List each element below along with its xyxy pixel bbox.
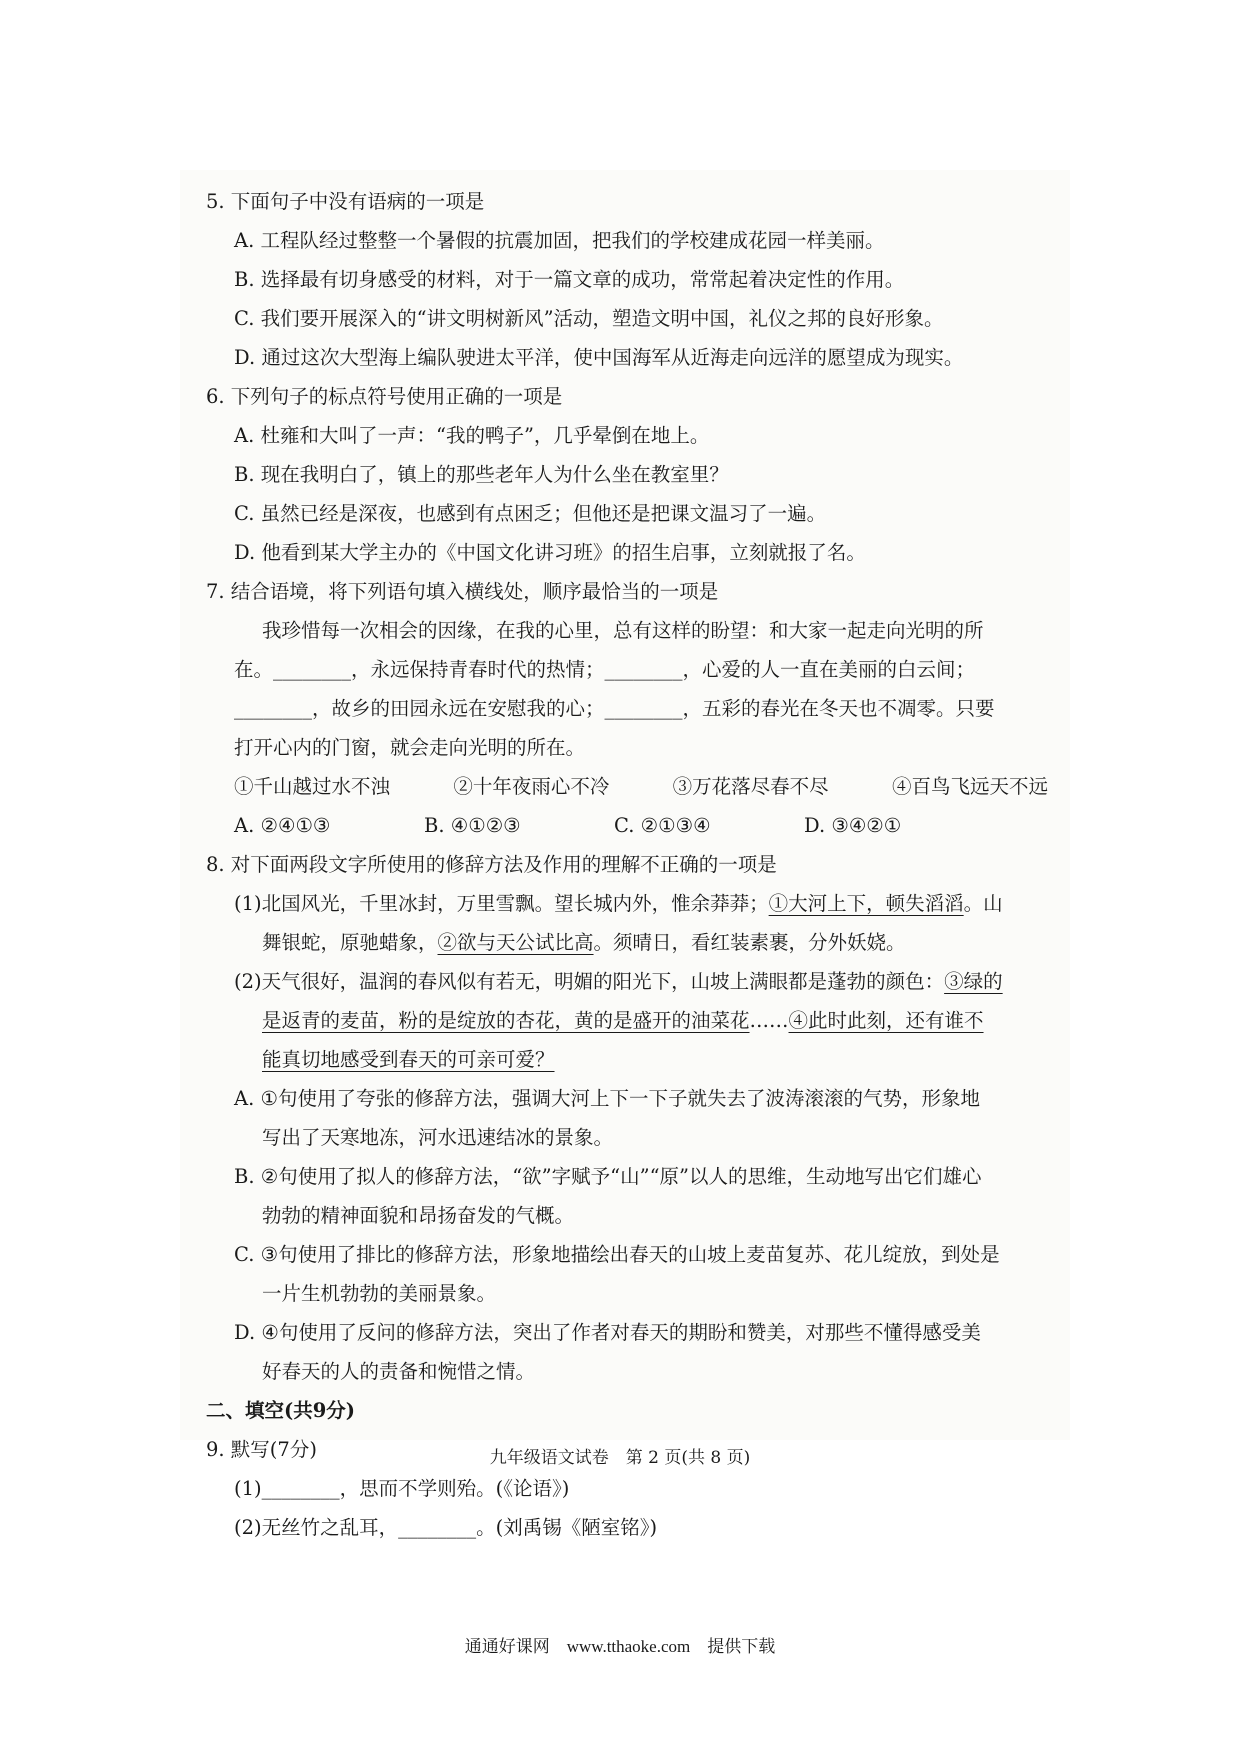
q5-option-d: D. 通过这次大型海上编队驶进太平洋，使中国海军从近海走向远洋的愿望成为现实。 [234,346,964,369]
q9-blank-2: (2)无丝竹之乱耳，________。(刘禹锡《陋室铭》) [234,1516,658,1539]
q8-text2-line [206,1001,1048,1040]
q6-option-a: A. 杜雍和大叫了一声：“我的鸭子”，几乎晕倒在地上。 [234,424,710,447]
q7-item: ①千山越过水不浊 [234,775,391,798]
underlined-sentence-3: 是返青的麦苗，粉的是绽放的杏花，黄的是盛开的油菜花 [262,1009,750,1032]
text-segment: 舞银蛇，原驰蜡象， [262,931,438,954]
q9-blank-1: (1)________，思而不学则殆。(《论语》) [234,1477,570,1500]
section-title: 二、填空(共9分) [206,1399,356,1422]
underlined-sentence-4: ④此时此刻，还有谁不 [788,1009,984,1032]
q7-item: ②十年夜雨心不冷 [453,775,610,798]
q7-passage-line: ________，故乡的田园永远在安慰我的心；________，五彩的春光在冬天也不凋零。只要 [234,697,995,720]
text-segment: (2)天气很好，温润的春风似有若无，明媚的阳光下，山坡上满眼都是蓬勃的颜色： [234,970,945,993]
underlined-sentence-4: 能真切地感受到春天的可亲可爱？ [262,1048,555,1071]
q8-option-b-cont: 勃勃的精神面貌和昂扬奋发的气概。 [262,1204,575,1227]
q5-option-b: B. 选择最有切身感受的材料，对于一篇文章的成功，常常起着决定性的作用。 [234,268,905,291]
q8-option-c-cont: 一片生机勃勃的美丽景象。 [262,1282,497,1305]
q6-option-d: D. 他看到某大学主办的《中国文化讲习班》的招生启事，立刻就报了名。 [234,541,866,564]
q5-option-a: A. 工程队经过整整一个暑假的抗震加固，把我们的学校建成花园一样美丽。 [234,229,885,252]
q7-option: D. ③④②① [804,814,902,837]
q8-option-d-cont: 好春天的人的责备和惋惜之情。 [262,1360,536,1383]
q6-option-c: C. 虽然已经是深夜，也感到有点困乏；但他还是把课文温习了一遍。 [234,502,827,525]
q8-option-d: D. ④句使用了反问的修辞方法，突出了作者对春天的期盼和赞美，对那些不懂得感受美 [234,1321,981,1344]
q8-option-a-cont: 写出了天寒地冻，河水迅速结冰的景象。 [262,1126,614,1149]
download-note: 通通好课网 www.tthaoke.com 提供下载 [464,1637,776,1656]
q7-item: ④百鸟飞远天不远 [891,775,1048,798]
q8-stem: 8. 对下面两段文字所使用的修辞方法及作用的理解不正确的一项是 [206,853,777,876]
underlined-sentence-1: ①大河上下，顿失滔滔 [768,892,964,915]
q7-options [206,806,1048,845]
q8-text2-line [206,962,1048,1001]
q7-passage-line: 打开心内的门窗，就会走向光明的所在。 [234,736,586,759]
underlined-sentence-2: ②欲与天公试比高 [437,931,594,954]
text-segment: …… [749,1009,789,1032]
q6-stem: 6. 下列句子的标点符号使用正确的一项是 [206,385,563,408]
underlined-sentence-3: ③绿的 [944,970,1003,993]
q8-text1-line [206,884,1048,923]
text-segment: (1)北国风光，千里冰封，万里雪飘。望长城内外，惟余莽莽； [234,892,769,915]
q8-option-c: C. ③句使用了排比的修辞方法，形象地描绘出春天的山坡上麦苗复苏、花儿绽放，到处是 [234,1243,1000,1266]
exam-content [206,182,1048,1547]
q9-stem: 9. 默写(7分) [206,1438,317,1461]
q5-stem: 5. 下面句子中没有语病的一项是 [206,190,485,213]
q8-text2-line [206,1040,1048,1079]
q7-item: ③万花落尽春不尽 [672,775,829,798]
q7-items [206,767,1048,806]
q5-option-c: C. 我们要开展深入的“讲文明树新风”活动，塑造文明中国，礼仪之邦的良好形象。 [234,307,944,330]
text-segment: 。须晴日，看红装素裹，分外妖娆。 [593,931,906,954]
q6-option-b: B. 现在我明白了，镇上的那些老年人为什么坐在教室里？ [234,463,729,486]
q7-option: A. ②④①③ [234,814,331,837]
q7-passage-line: 在。________，永远保持青春时代的热情；________，心爱的人一直在美丽的白云间； [234,658,976,681]
q8-text1-line [206,923,1048,962]
q7-passage-line: 我珍惜每一次相会的因缘，在我的心里，总有这样的盼望：和大家一起走向光明的所 [262,619,984,642]
text-segment: 。山 [963,892,1003,915]
page-footer: 九年级语文试卷 第 2 页(共 8 页) [489,1448,751,1468]
q7-stem: 7. 结合语境，将下列语句填入横线处，顺序最恰当的一项是 [206,580,719,603]
q7-option: B. ④①②③ [424,814,521,837]
q8-option-a: A. ①句使用了夸张的修辞方法，强调大河上下一下子就失去了波涛滚滚的气势，形象地 [234,1087,980,1110]
q8-option-b: B. ②句使用了拟人的修辞方法，“欲”字赋予“山”“原”以人的思维，生动地写出它们雄心 [234,1165,982,1188]
q7-option: C. ②①③④ [614,814,711,837]
